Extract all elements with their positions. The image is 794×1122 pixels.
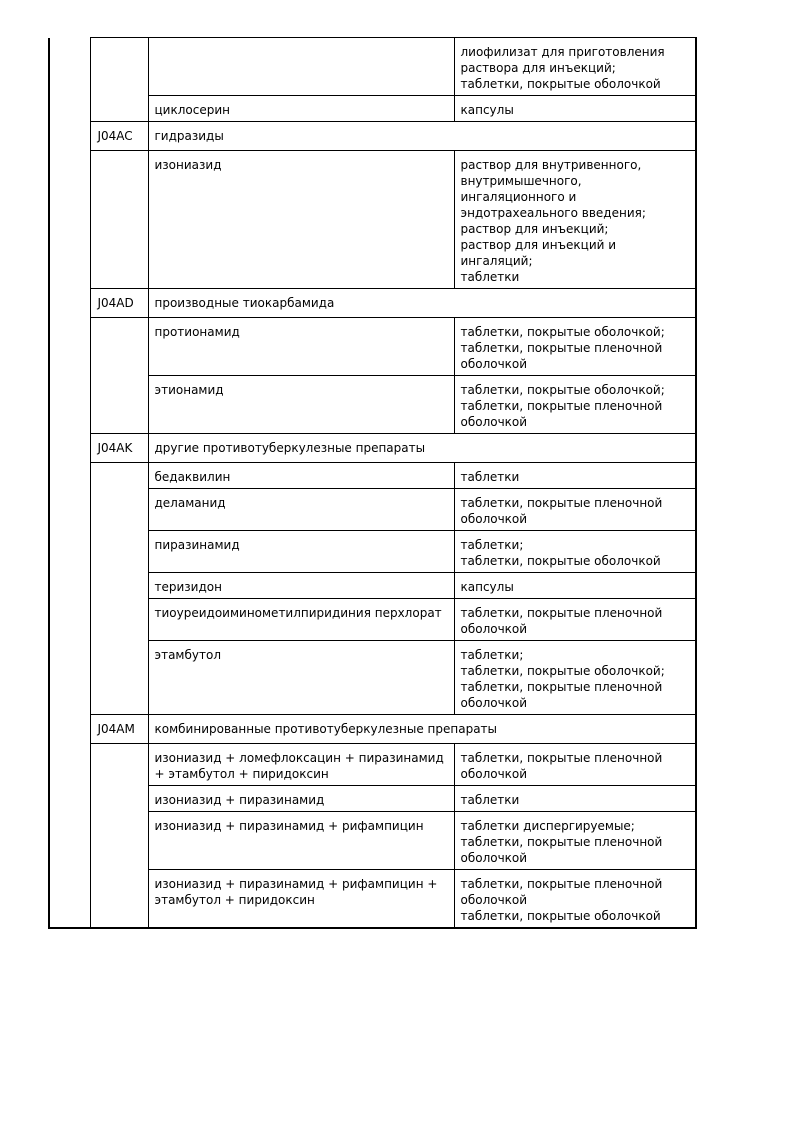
table-row — [49, 318, 696, 376]
drug-name-cell: бедаквилин — [148, 463, 454, 489]
table-row — [49, 641, 696, 715]
group-row — [49, 122, 696, 151]
drug-table-body — [49, 38, 696, 929]
group-name-cell: гидразиды — [148, 122, 696, 151]
dosage-form-cell: раствор для внутривенного, внутримышечного, ингаляционного и эндотрахеального введения; раствор для инъекций; раствор для инъекций и ингаляций; таблетки — [454, 151, 696, 289]
table-row — [49, 463, 696, 489]
dosage-form-cell: таблетки диспергируемые; таблетки, покрытые пленочной оболочкой — [454, 812, 696, 870]
group-name-cell: другие противотуберкулезные препараты — [148, 434, 696, 463]
atc-code-cell — [90, 376, 148, 434]
group-name-cell: производные тиокарбамида — [148, 289, 696, 318]
table-row — [49, 376, 696, 434]
dosage-form-cell: таблетки; таблетки, покрытые оболочкой; таблетки, покрытые пленочной оболочкой — [454, 641, 696, 715]
drug-name-cell: изониазид + ломефлоксацин + пиразинамид + этамбутол + пиридоксин — [148, 744, 454, 786]
table-row — [49, 489, 696, 531]
blank-column-cell — [49, 318, 90, 376]
blank-column-cell — [49, 463, 90, 489]
blank-column-cell — [49, 599, 90, 641]
blank-column-cell — [49, 489, 90, 531]
table-row — [49, 786, 696, 812]
atc-code-cell — [90, 489, 148, 531]
table-row — [49, 38, 696, 96]
atc-code-cell — [90, 744, 148, 786]
blank-column-cell — [49, 715, 90, 744]
table-row — [49, 812, 696, 870]
group-row — [49, 434, 696, 463]
drug-name-cell: этионамид — [148, 376, 454, 434]
atc-code-cell: J04AK — [90, 434, 148, 463]
drug-name-cell: циклосерин — [148, 96, 454, 122]
table-row — [49, 96, 696, 122]
drug-name-cell: теризидон — [148, 573, 454, 599]
atc-code-cell — [90, 531, 148, 573]
drug-name-cell: пиразинамид — [148, 531, 454, 573]
dosage-form-cell: капсулы — [454, 573, 696, 599]
dosage-form-cell: таблетки, покрытые оболочкой; таблетки, покрытые пленочной оболочкой — [454, 376, 696, 434]
table-row — [49, 744, 696, 786]
blank-column-cell — [49, 573, 90, 599]
group-name-cell: комбинированные противотуберкулезные препараты — [148, 715, 696, 744]
table-row — [49, 573, 696, 599]
dosage-form-cell: лиофилизат для приготовления раствора для инъекций; таблетки, покрытые оболочкой — [454, 38, 696, 96]
blank-column-cell — [49, 641, 90, 715]
atc-code-cell: J04AC — [90, 122, 148, 151]
atc-code-cell — [90, 151, 148, 289]
atc-code-cell — [90, 812, 148, 870]
group-row — [49, 715, 696, 744]
blank-column-cell — [49, 96, 90, 122]
blank-column-cell — [49, 531, 90, 573]
blank-column-cell — [49, 376, 90, 434]
dosage-form-cell: таблетки, покрытые оболочкой; таблетки, покрытые пленочной оболочкой — [454, 318, 696, 376]
blank-column-cell — [49, 289, 90, 318]
atc-code-cell — [90, 786, 148, 812]
blank-column-cell — [49, 744, 90, 786]
drug-name-cell: протионамид — [148, 318, 454, 376]
atc-code-cell: J04AM — [90, 715, 148, 744]
dosage-form-cell: таблетки; таблетки, покрытые оболочкой — [454, 531, 696, 573]
atc-code-cell — [90, 318, 148, 376]
drug-name-cell: изониазид + пиразинамид — [148, 786, 454, 812]
table-row — [49, 870, 696, 929]
dosage-form-cell: таблетки, покрытые пленочной оболочкой таблетки, покрытые оболочкой — [454, 870, 696, 929]
blank-column-cell — [49, 151, 90, 289]
blank-column-cell — [49, 786, 90, 812]
blank-column-cell — [49, 870, 90, 929]
atc-code-cell — [90, 599, 148, 641]
drug-name-cell: тиоуреидоиминометилпиридиния перхлорат — [148, 599, 454, 641]
blank-column-cell — [49, 434, 90, 463]
table-row — [49, 531, 696, 573]
drug-name-cell: изониазид + пиразинамид + рифампицин + этамбутол + пиридоксин — [148, 870, 454, 929]
drug-name-cell: изониазид + пиразинамид + рифампицин — [148, 812, 454, 870]
table-row — [49, 151, 696, 289]
atc-code-cell — [90, 463, 148, 489]
atc-code-cell — [90, 870, 148, 929]
dosage-form-cell: таблетки, покрытые пленочной оболочкой — [454, 489, 696, 531]
blank-column-cell — [49, 122, 90, 151]
blank-column-cell — [49, 38, 90, 96]
dosage-form-cell: таблетки — [454, 786, 696, 812]
blank-column-cell — [49, 812, 90, 870]
atc-code-cell — [90, 573, 148, 599]
dosage-form-cell: таблетки, покрытые пленочной оболочкой — [454, 599, 696, 641]
table-row — [49, 599, 696, 641]
drug-table — [48, 37, 697, 929]
dosage-form-cell: таблетки, покрытые пленочной оболочкой — [454, 744, 696, 786]
atc-code-cell — [90, 641, 148, 715]
drug-name-cell: этамбутол — [148, 641, 454, 715]
atc-code-cell — [90, 96, 148, 122]
group-row — [49, 289, 696, 318]
dosage-form-cell: таблетки — [454, 463, 696, 489]
drug-name-cell: деламанид — [148, 489, 454, 531]
drug-name-cell: изониазид — [148, 151, 454, 289]
drug-name-cell — [148, 38, 454, 96]
atc-code-cell: J04AD — [90, 289, 148, 318]
dosage-form-cell: капсулы — [454, 96, 696, 122]
atc-code-cell — [90, 38, 148, 96]
